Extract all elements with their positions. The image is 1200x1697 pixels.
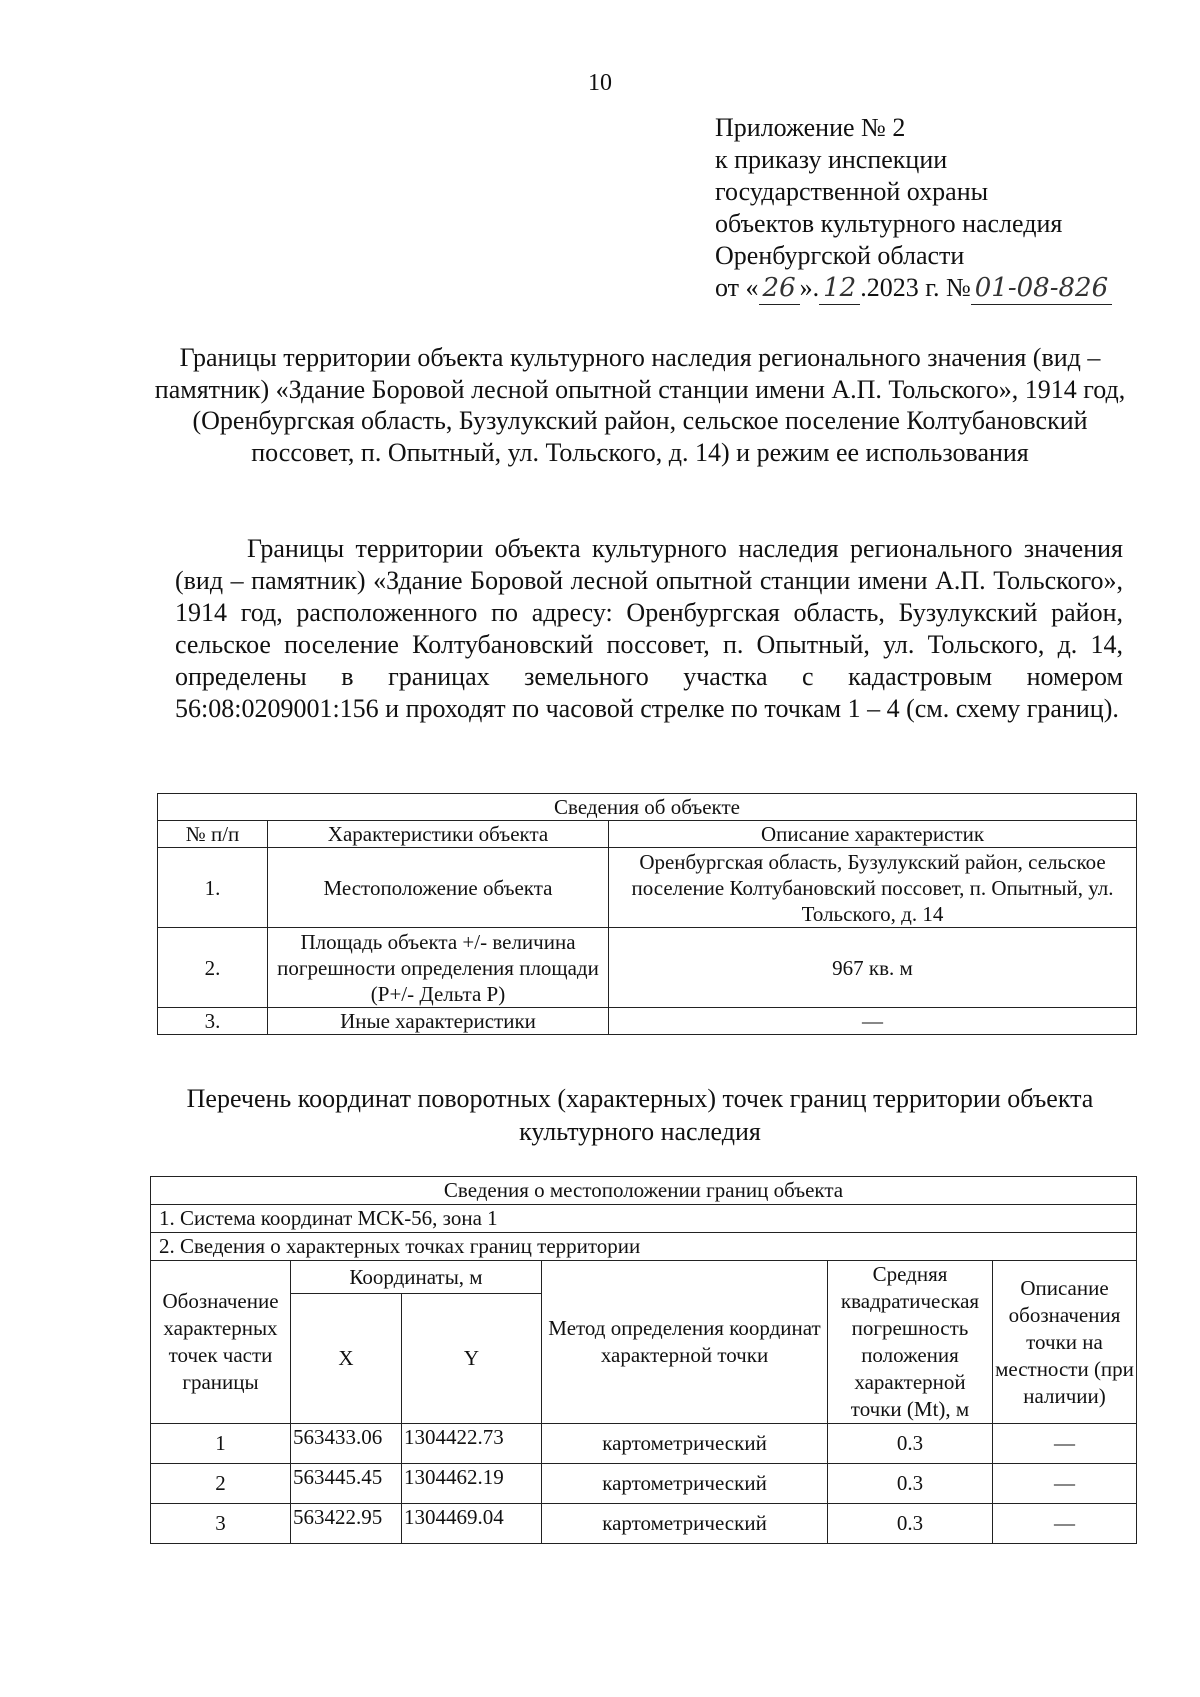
coordinate-system: 1. Система координат МСК-56, зона 1 [151,1205,1137,1233]
row-number: 2. [158,928,268,1008]
point-number: 2 [151,1464,291,1504]
coord-y: 1304469.04 [402,1504,542,1544]
point-number: 3 [151,1504,291,1544]
row-name: Иные характеристики [268,1008,609,1035]
points-caption: 2. Сведения о характерных точках границ территории [151,1233,1137,1261]
coordinates-heading: Перечень координат поворотных (характерных) точек границ территории объекта культурного наследия [186,1084,1094,1146]
row-name: Местоположение объекта [268,848,609,928]
method: картометрический [542,1464,828,1504]
column-header: Y [402,1294,542,1424]
table-header-row [158,821,1137,848]
row-name: Площадь объекта +/- величина погрешности определения площади (Р+/- Дельта Р) [268,928,609,1008]
table-row [158,928,1137,1008]
point-description: — [993,1504,1137,1544]
coordinates-table [150,1176,1137,1544]
page-number: 10 [588,70,612,96]
error-value: 0.3 [828,1424,993,1464]
row-description: Оренбургская область, Бузулукский район, сельское поселение Колтубановский поссовет, п. Опытный, ул. Тольского, д. 14 [609,848,1137,928]
column-header: № п/п [158,821,268,848]
body-paragraph: Границы территории объекта культурного наследия регионального значения (вид – памятник) «Здание Боровой лесной опытной станции имени А.П. Тольского», 1914 год, расположенного по адресу: Оренбургская область, Бузулукский район, сельское поселение Колтубановский поссовет, п. Опытный, ул. Тольского, д. 14, определены в границах земельного участка с кадастровым номером 56:08:0209001:156 и проходят по часовой стрелке по точкам 1 – 4 (см. схему границ). [175,534,1123,723]
appendix-line: объектов культурного наследия [715,209,1063,238]
table-row [158,848,1137,928]
coord-x: 563422.95 [291,1504,402,1544]
method: картометрический [542,1504,828,1544]
date-suffix: .2023 г. № [860,273,971,302]
column-header: X [291,1294,402,1424]
row-number: 1. [158,848,268,928]
table-row [151,1504,1137,1544]
document-title: Границы территории объекта культурного наследия регионального значения (вид – памятник) «Здание Боровой лесной опытной станции имени А.П. Тольского», 1914 год, (Оренбургская область, Бузулукский район, сельское поселение Колтубановский поссовет, п. Опытный, ул. Тольского, д. 14) и режим ее использования [154,343,1126,467]
date-prefix: от « [715,273,759,302]
error-value: 0.3 [828,1504,993,1544]
handwritten-month: 12 [819,272,860,305]
appendix-block [715,112,1112,305]
row-number: 3. [158,1008,268,1035]
error-value: 0.3 [828,1464,993,1504]
point-description: — [993,1464,1137,1504]
column-header: Средняя квадратическая погрешность положения характерной точки (Mt), м [828,1261,993,1424]
column-header: Описание характеристик [609,821,1137,848]
column-header: Описание обозначения точки на местности (при наличии) [993,1261,1137,1424]
table-caption: Сведения об объекте [158,794,1137,821]
coord-x: 563433.06 [291,1424,402,1464]
handwritten-day: 26 [759,272,800,305]
table-row [158,1008,1137,1035]
handwritten-order-number: 01-08-826 [971,272,1112,305]
table-row [151,1464,1137,1504]
object-info-table [157,793,1137,1035]
appendix-line: Приложение № 2 [715,113,906,142]
row-description: 967 кв. м [609,928,1137,1008]
coord-x: 563445.45 [291,1464,402,1504]
appendix-date-line [715,272,1112,305]
column-header: Координаты, м [291,1261,542,1294]
column-header: Метод определения координат характерной точки [542,1261,828,1424]
table-header-row [151,1261,1137,1294]
coord-y: 1304462.19 [402,1464,542,1504]
row-description: — [609,1008,1137,1035]
point-description: — [993,1424,1137,1464]
appendix-line: к приказу инспекции [715,145,948,174]
table-row [151,1424,1137,1464]
coord-y: 1304422.73 [402,1424,542,1464]
table-caption: Сведения о местоположении границ объекта [151,1177,1137,1205]
point-number: 1 [151,1424,291,1464]
appendix-line: государственной охраны [715,177,989,206]
date-mid: ». [799,273,820,302]
column-header: Обозначение характерных точек части границы [151,1261,291,1424]
method: картометрический [542,1424,828,1464]
column-header: Характеристики объекта [268,821,609,848]
appendix-line: Оренбургской области [715,241,965,270]
